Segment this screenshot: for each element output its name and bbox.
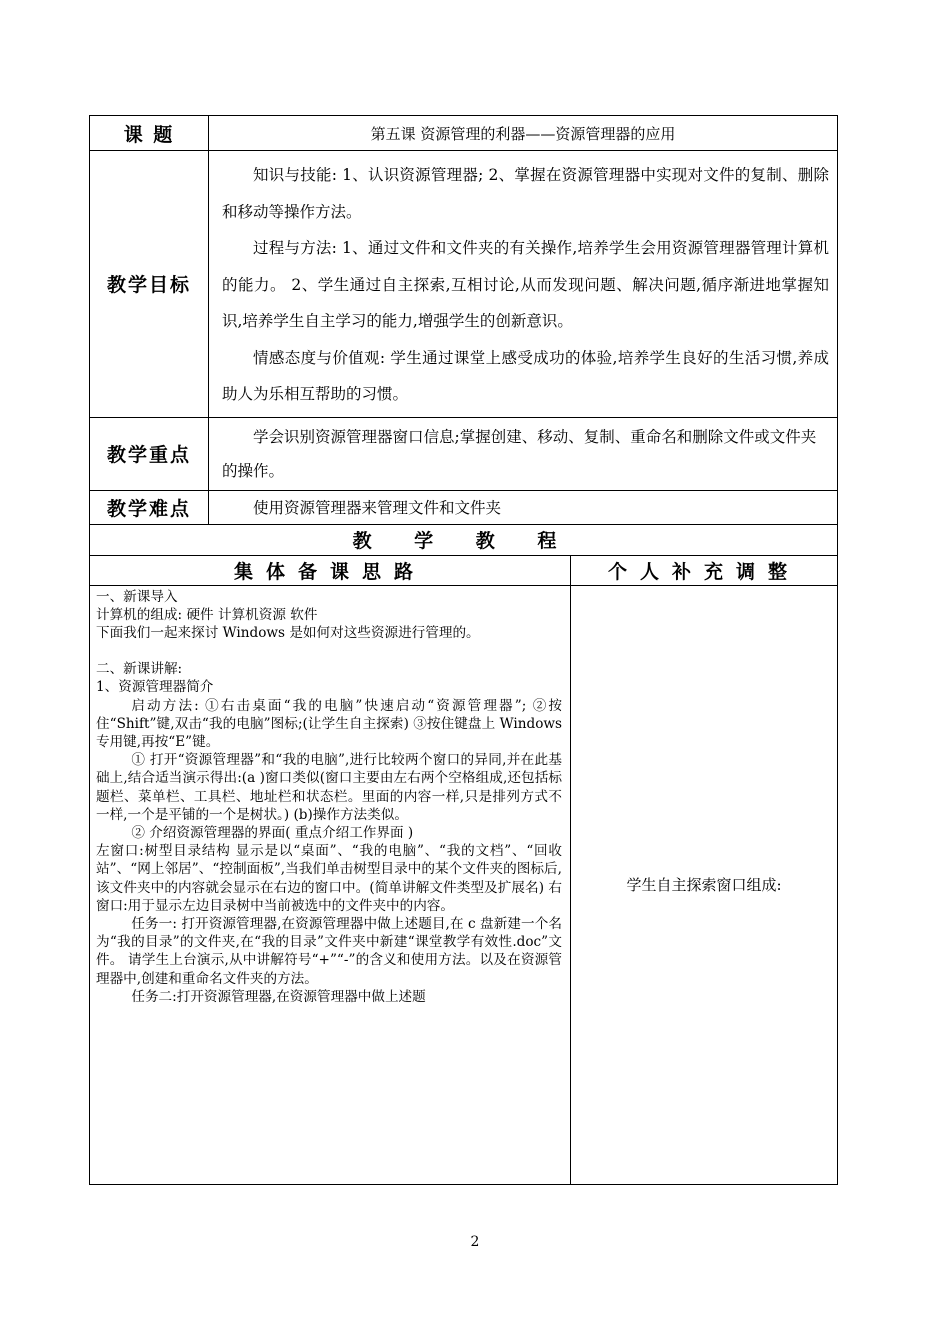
plan-line: 启动方法: ①右击桌面“我的电脑”快速启动“资源管理器”; ②按住“Shift”键,双击“我的电脑”图标;(让学生自主探索) ③按住键盘上 Windows 专用键,再按“E”键。 [96,697,562,750]
goals-label: 教学目标 [90,151,209,418]
plan-line: 一、新课导入 [96,588,178,605]
goal-attitude: 情感态度与价值观: 学生通过课堂上感受成功的体验,培养学生良好的生活习惯,养成助人为乐相互帮助的习惯。 [222,348,829,403]
plan-line: 下面我们一起来探讨 Windows 是如何对这些资源进行管理的。 [96,624,480,641]
goal-knowledge: 知识与技能: 1、认识资源管理器; 2、掌握在资源管理器中实现对文件的复制、删除和移动等操作方法。 [222,166,829,221]
plan-line: 任务一: 打开资源管理器,在资源管理器中做上述题目,在 c 盘新建一个名为“我的目录”的文件夹,在“我的目录”文件夹中新建“课堂教学有效性.doc”文件。 请学生上台演示,从中讲解符号“+”“-”的含义和使用方法。以及在资源管理器中,创建和重命名文件夹的方法。 [96,915,562,987]
personal-heading: 个人补充调整 [571,555,838,585]
goal-process: 过程与方法: 1、通过文件和文件夹的有关操作,培养学生会用资源管理器管理计算机的能力。 2、学生通过自主探索,互相讨论,从而发现问题、解决问题,循序渐进地掌握知识,培养学生自主学习的能力,增强学生的创新意识。 [222,239,829,330]
collective-heading: 集体备课思路 [90,555,571,585]
plan-line: 计算机的组成: 硬件 计算机资源 软件 [96,606,318,623]
personal-notes [571,585,838,1184]
focus-label: 教学重点 [90,417,209,490]
difficulty-text: 使用资源管理器来管理文件和文件夹 [253,499,502,517]
goals-content [209,151,838,418]
difficulty-row [90,490,838,524]
page-number: 2 [470,1234,480,1250]
focus-text: 学会识别资源管理器窗口信息;掌握创建、移动、复制、重命名和删除文件或文件夹的操作。 [222,427,817,480]
difficulty-content [209,490,838,524]
collective-plan-text [96,588,562,1182]
personal-note-text: 学生自主探索窗口组成: [626,876,782,894]
collective-plan [90,585,571,1184]
plan-line: ② 介绍资源管理器的界面( 重点介绍工作界面 ) [131,824,414,841]
column-heading-row [90,555,838,585]
process-heading-row [90,524,838,555]
lesson-plan-table [89,115,838,1185]
goals-row [90,151,838,418]
focus-row [90,417,838,490]
plan-blank-line [96,642,562,660]
difficulty-label: 教学难点 [90,490,209,524]
plan-line: 左窗口:树型目录结构 显示是以“桌面”、“我的电脑”、“我的文档”、“回收站”、“网上邻居”、“控制面板”,当我们单击树型目录中的某个文件夹的图标后,该文件夹中的内容就会显示在右边的窗口中。(简单讲解文件类型及扩展名) 右窗口:用于显示左边目录树中当前被选中的文件夹中的内容。 [96,843,562,914]
topic-row [90,116,838,151]
plan-line: ① 打开“资源管理器”和“我的电脑”,进行比较两个窗口的异同,并在此基础上,结合适当演示得出:(a )窗口类似(窗口主要由左右两个空格组成,还包括标题栏、菜单栏、工具栏、地址栏和状态栏。里面的内容一样,只是排列方式不一样,一个是平铺的一个是树状。) (b)操作方法类似。 [96,752,562,823]
plan-line: 任务二:打开资源管理器,在资源管理器中做上述题 [131,988,426,1005]
topic-label: 课 题 [90,116,209,151]
process-heading: 教 学 教 程 [90,524,838,555]
plan-line: 1、资源管理器简介 [96,679,214,696]
process-body-row [90,585,838,1184]
focus-content [209,417,838,490]
plan-line: 二、新课讲解: [96,661,183,678]
topic-value: 第五课 资源管理的利器——资源管理器的应用 [209,116,838,151]
